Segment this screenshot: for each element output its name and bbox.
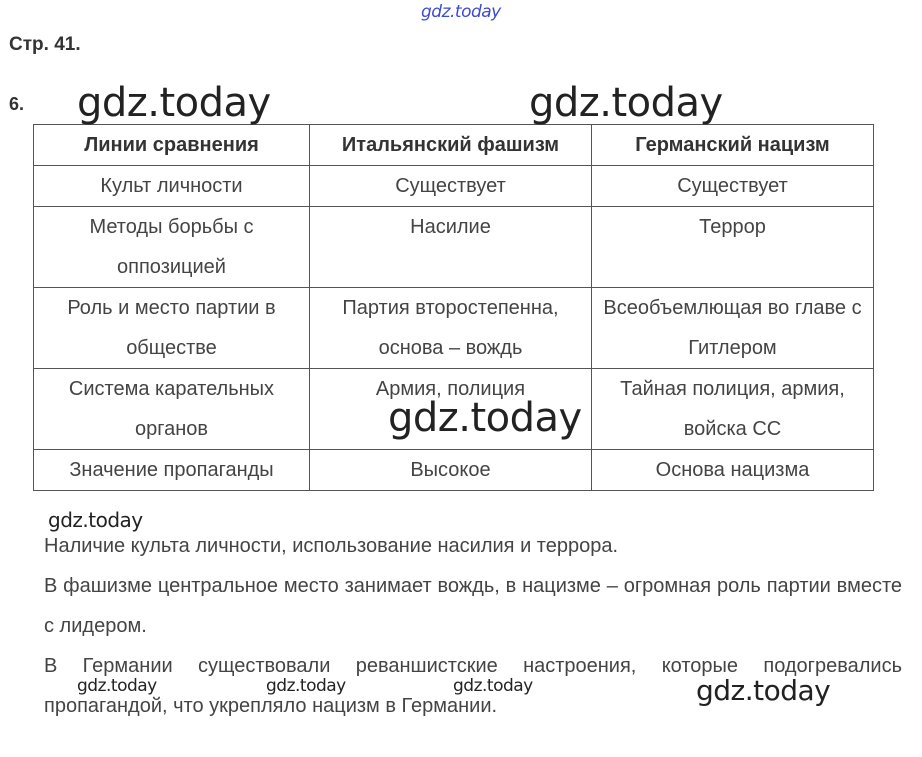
table-cell: Существует	[592, 166, 874, 207]
watermark: gdz.today	[266, 676, 346, 696]
watermark: gdz.today	[696, 674, 831, 707]
table-cell: Всеобъемлющая во главе с Гитлером	[592, 288, 874, 369]
table-row	[34, 207, 874, 288]
table-cell: Значение пропаганды	[34, 450, 310, 491]
table-cell: Роль и место партии в обществе	[34, 288, 310, 369]
table-header-cell: Линии сравнения	[34, 125, 310, 166]
watermark: gdz.today	[77, 80, 271, 126]
table-row	[34, 288, 874, 369]
table-cell: Армия, полиция	[310, 369, 592, 450]
table-cell: Насилие	[310, 207, 592, 288]
watermark: gdz.today	[529, 80, 723, 126]
answer-paragraph-3: В Германии существовали реваншистские настроения, которые подогревались пропагандой, что укрепляло нацизм в Германии.	[44, 655, 902, 717]
table-row	[34, 450, 874, 491]
table-cell: Террор	[592, 207, 874, 288]
table-header-row	[34, 125, 874, 166]
table-row	[34, 166, 874, 207]
watermark: gdz.today	[77, 676, 157, 696]
table-cell: Методы борьбы с оппозицией	[34, 207, 310, 288]
page-label: Стр. 41.	[9, 34, 81, 55]
watermark-top: gdz.today	[421, 2, 501, 22]
answer-paragraph-2: В фашизме центральное место занимает вождь, в нацизме – огромная роль партии вместе с лидером.	[44, 575, 902, 637]
table-cell: Тайная полиция, армия, войска СС	[592, 369, 874, 450]
table-cell: Основа нацизма	[592, 450, 874, 491]
table-header-cell: Итальянский фашизм	[310, 125, 592, 166]
table-cell: Культ личности	[34, 166, 310, 207]
table-cell: Высокое	[310, 450, 592, 491]
watermark: gdz.today	[388, 395, 582, 441]
watermark: gdz.today	[48, 508, 143, 532]
task-number: 6.	[9, 94, 25, 114]
table-header-cell: Германский нацизм	[592, 125, 874, 166]
table-cell: Партия второстепенна, основа – вождь	[310, 288, 592, 369]
table-cell: Существует	[310, 166, 592, 207]
table-cell: Система карательных органов	[34, 369, 310, 450]
answer-paragraph-1: Наличие культа личности, использование насилия и террора.	[44, 535, 619, 557]
watermark: gdz.today	[453, 676, 533, 696]
